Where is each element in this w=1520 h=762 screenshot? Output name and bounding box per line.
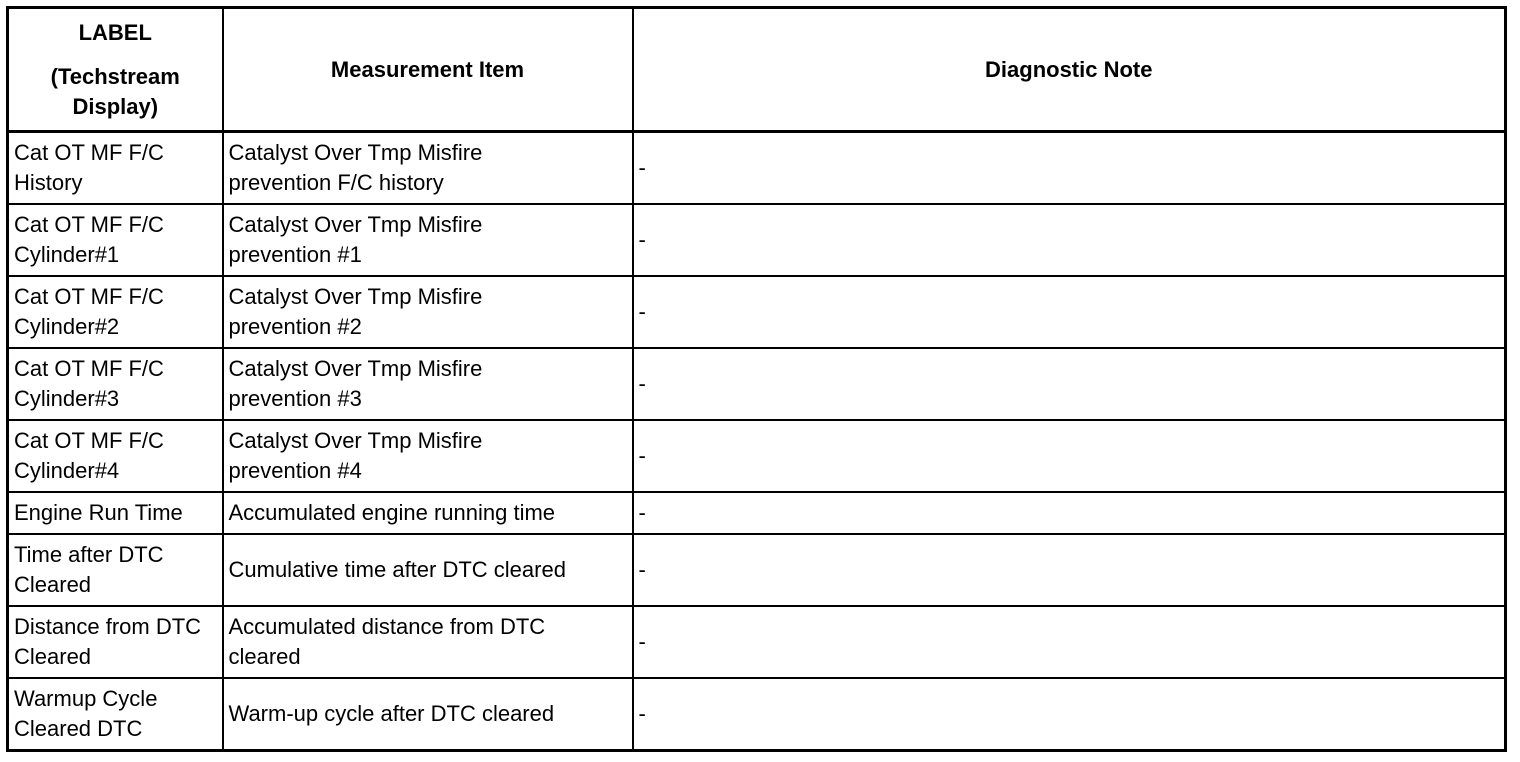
cell-diagnostic-note: - bbox=[633, 420, 1506, 492]
cell-diagnostic-note: - bbox=[633, 678, 1506, 751]
cell-measurement-item: Catalyst Over Tmp Misfire prevention #3 bbox=[223, 348, 633, 420]
cell-measurement-item: Catalyst Over Tmp Misfire prevention #2 bbox=[223, 276, 633, 348]
header-label-line2: (Techstream bbox=[50, 63, 180, 89]
cell-label: Engine Run Time bbox=[8, 492, 223, 534]
header-label-line3: Display) bbox=[72, 93, 159, 119]
cell-label: Cat OT MF F/C History bbox=[8, 132, 223, 205]
cell-measurement-item: Catalyst Over Tmp Misfire prevention #4 bbox=[223, 420, 633, 492]
cell-diagnostic-note: - bbox=[633, 276, 1506, 348]
table-row bbox=[8, 606, 1506, 678]
cell-label: Cat OT MF F/C Cylinder#1 bbox=[8, 204, 223, 276]
table-row bbox=[8, 534, 1506, 606]
table-row bbox=[8, 276, 1506, 348]
table-row bbox=[8, 348, 1506, 420]
cell-measurement-item: Accumulated distance from DTC cleared bbox=[223, 606, 633, 678]
cell-diagnostic-note: - bbox=[633, 348, 1506, 420]
table-row bbox=[8, 492, 1506, 534]
cell-measurement-item: Catalyst Over Tmp Misfire prevention #1 bbox=[223, 204, 633, 276]
header-measurement-item: Measurement Item bbox=[223, 8, 633, 132]
cell-diagnostic-note: - bbox=[633, 606, 1506, 678]
cell-diagnostic-note: - bbox=[633, 492, 1506, 534]
cell-measurement-item: Catalyst Over Tmp Misfire prevention F/C history bbox=[223, 132, 633, 205]
cell-measurement-item: Cumulative time after DTC cleared bbox=[223, 534, 633, 606]
cell-measurement-item: Warm-up cycle after DTC cleared bbox=[223, 678, 633, 751]
table-row bbox=[8, 420, 1506, 492]
cell-label: Warmup Cycle Cleared DTC bbox=[8, 678, 223, 751]
data-list-table bbox=[6, 6, 1507, 752]
cell-label: Distance from DTC Cleared bbox=[8, 606, 223, 678]
table-row bbox=[8, 132, 1506, 205]
header-label-line1: LABEL bbox=[78, 19, 152, 45]
table-row bbox=[8, 678, 1506, 751]
cell-label: Cat OT MF F/C Cylinder#3 bbox=[8, 348, 223, 420]
cell-diagnostic-note: - bbox=[633, 534, 1506, 606]
cell-diagnostic-note: - bbox=[633, 204, 1506, 276]
cell-measurement-item: Accumulated engine running time bbox=[223, 492, 633, 534]
cell-label: Cat OT MF F/C Cylinder#4 bbox=[8, 420, 223, 492]
header-label bbox=[8, 8, 223, 132]
table-row bbox=[8, 204, 1506, 276]
header-diagnostic-note: Diagnostic Note bbox=[633, 8, 1506, 132]
cell-diagnostic-note: - bbox=[633, 132, 1506, 205]
header-row bbox=[8, 8, 1506, 132]
cell-label: Cat OT MF F/C Cylinder#2 bbox=[8, 276, 223, 348]
cell-label: Time after DTC Cleared bbox=[8, 534, 223, 606]
